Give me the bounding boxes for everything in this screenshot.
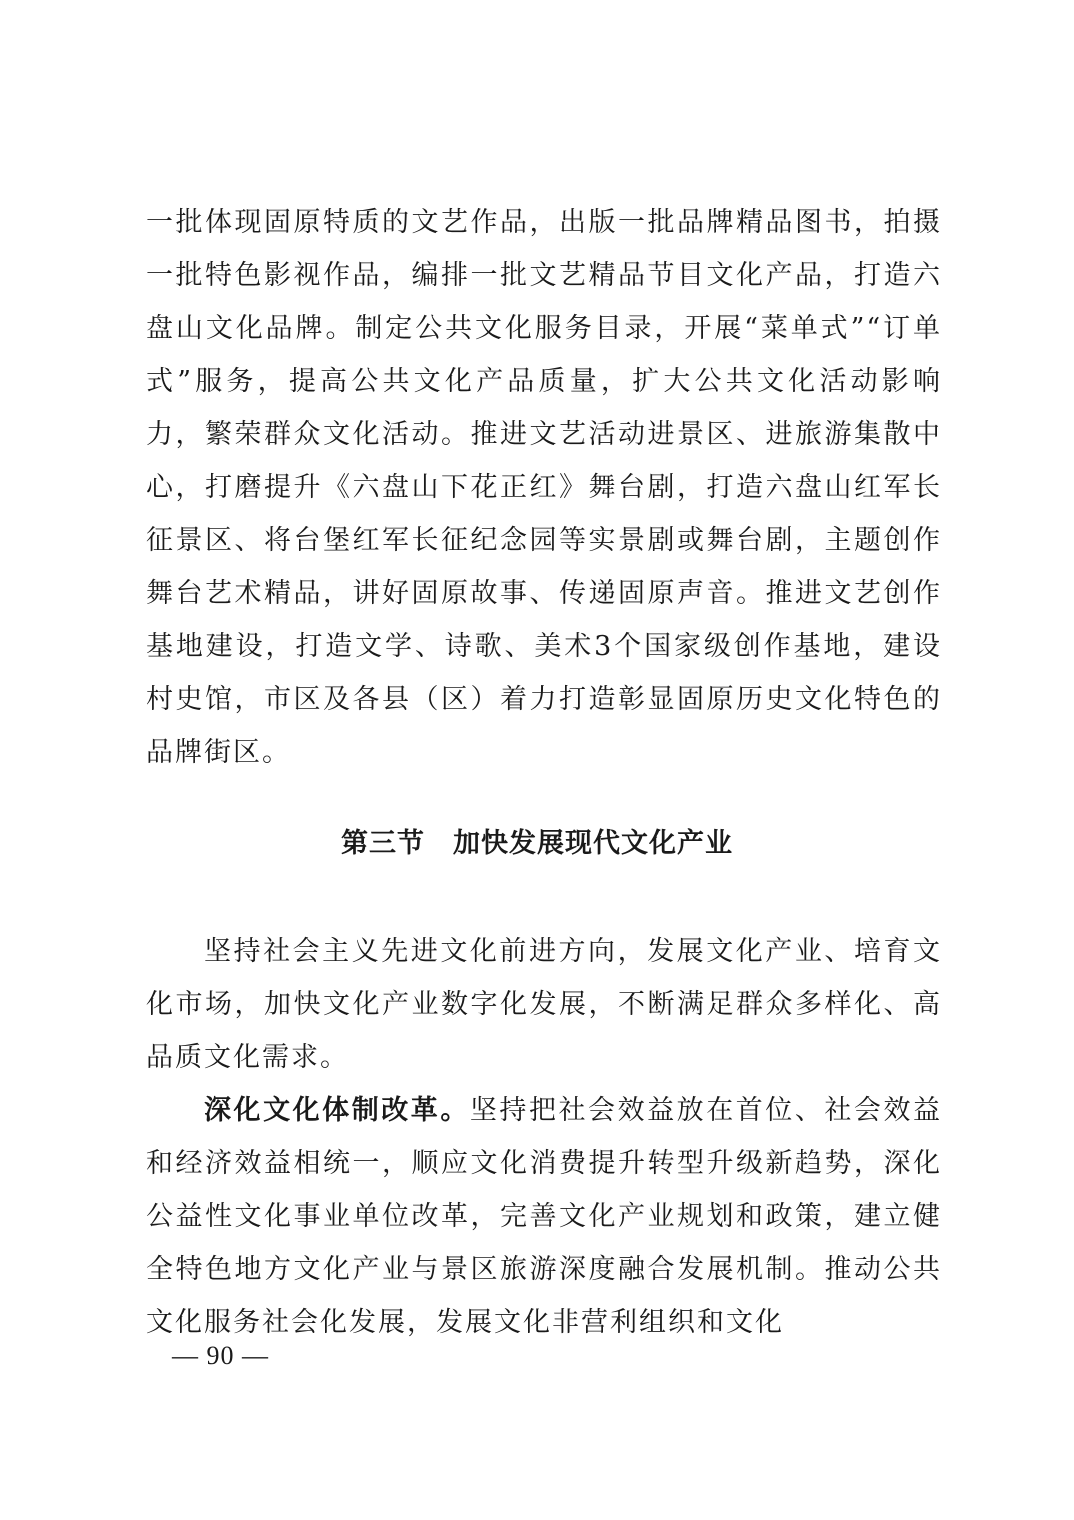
paragraph-continued bbox=[146, 196, 942, 779]
section-heading: 第三节 加快发展现代文化产业 bbox=[341, 828, 733, 859]
section-body bbox=[146, 925, 942, 1349]
page-number: — 90 — bbox=[172, 1341, 269, 1370]
reform-paragraph bbox=[146, 1084, 942, 1349]
reform-lead-term: 深化文化体制改革。 bbox=[204, 1095, 470, 1126]
reform-paragraph-text: 坚持把社会效益放在首位、社会效益和经济效益相统一，顺应文化消费提升转型升级新趋势，深化公益性文化事业单位改革，完善文化产业规划和政策，建立健全特色地方文化产业与景区旅游深度融合发展机制。推动公共文化服务社会化发展，发展文化非营利组织和文化 bbox=[146, 1095, 942, 1338]
intro-paragraph: 坚持社会主义先进文化前进方向，发展文化产业、培育文化市场，加快文化产业数字化发展，不断满足群众多样化、高品质文化需求。 bbox=[146, 936, 942, 1073]
paragraph-text: 一批体现固原特质的文艺作品，出版一批品牌精品图书，拍摄一批特色影视作品，编排一批文艺精品节目文化产品，打造六盘山文化品牌。制定公共文化服务目录，开展“菜单式”“订单式”服务，提高公共文化产品质量，扩大公共文化活动影响力，繁荣群众文化活动。推进文艺活动进景区、进旅游集散中心，打磨提升《六盘山下花正红》舞台剧，打造六盘山红军长征景区、将台堡红军长征纪念园等实景剧或舞台剧，主题创作舞台艺术精品，讲好固原故事、传递固原声音。推进文艺创作基地建设，打造文学、诗歌、美术3个国家级创作基地，建设村史馆，市区及各县（区）着力打造彰显固原历史文化特色的品牌街区。 bbox=[146, 207, 942, 768]
